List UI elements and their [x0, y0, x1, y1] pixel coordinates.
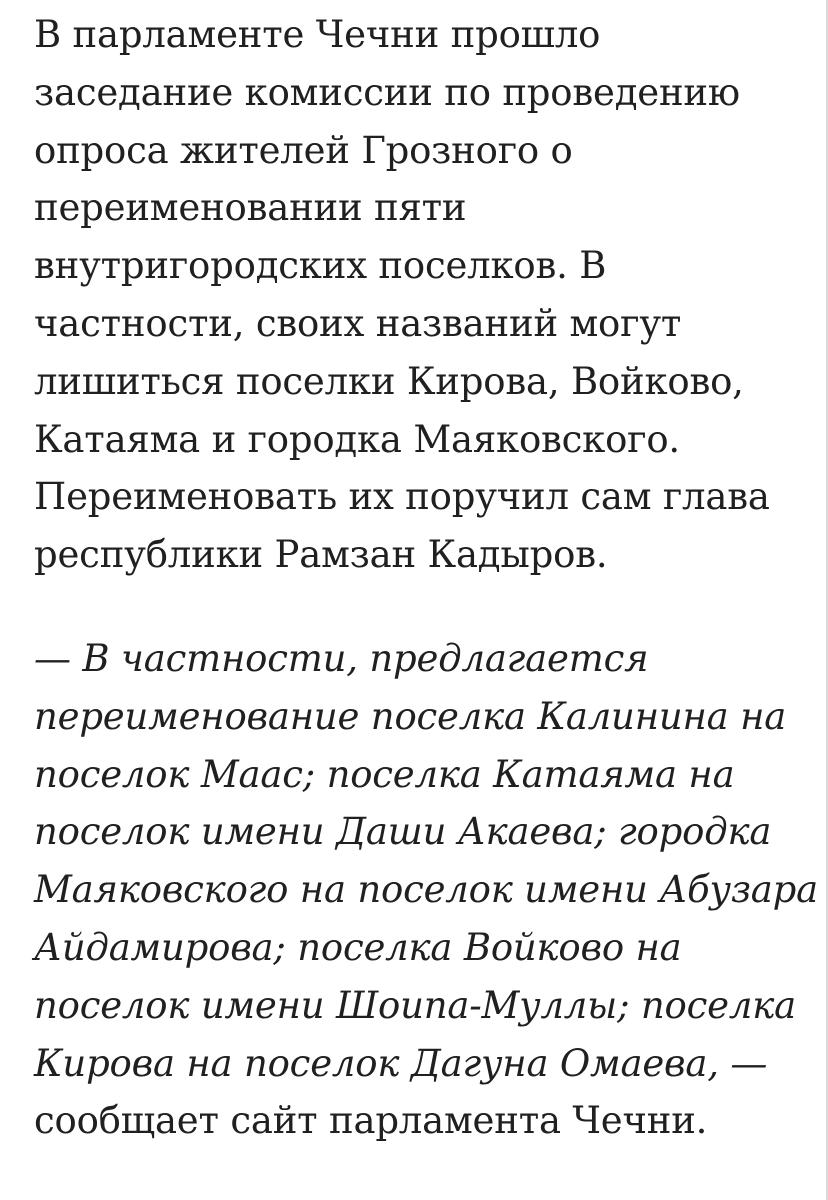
quote-line: Айдамирова; поселка Войково на: [34, 925, 682, 969]
article-paragraph-quote: [34, 630, 818, 1150]
attribution-line: сообщает сайт парламента Чечни.: [34, 1099, 708, 1143]
text-line: опроса жителей Грозного о: [34, 128, 573, 172]
text-line: В парламенте Чечни прошло: [34, 13, 601, 56]
text-line: частности, своих названий могут: [34, 301, 682, 345]
quote-line: Маяковского на поселок имени Абузара: [34, 868, 819, 912]
text-line: заседание комиссии по проведению: [34, 70, 740, 114]
text-line: Катаяма и городка Маяковского.: [34, 417, 680, 461]
article-paragraph-intro: [34, 6, 818, 584]
quote-line: поселок имени Шоипа-Муллы; поселка: [34, 983, 796, 1027]
text-line: Переименовать их поручил сам глава: [34, 475, 770, 519]
text-line: переименовании пяти: [34, 186, 467, 230]
text-line: лишиться поселки Кирова, Войково,: [34, 359, 744, 403]
quote-line: переименование поселка Калинина на: [34, 694, 787, 738]
quote-line: Кирова на поселок Дагуна Омаева, —: [34, 1041, 768, 1085]
text-line: республики Рамзан Кадыров.: [34, 533, 608, 577]
quote-line: — В частности, предлагается: [34, 636, 649, 680]
quote-line: поселок Маас; поселка Катаяма на: [34, 752, 735, 796]
quote-line: поселок имени Даши Акаева; городка: [34, 810, 772, 854]
text-line: внутригородских поселков. В: [34, 244, 607, 288]
